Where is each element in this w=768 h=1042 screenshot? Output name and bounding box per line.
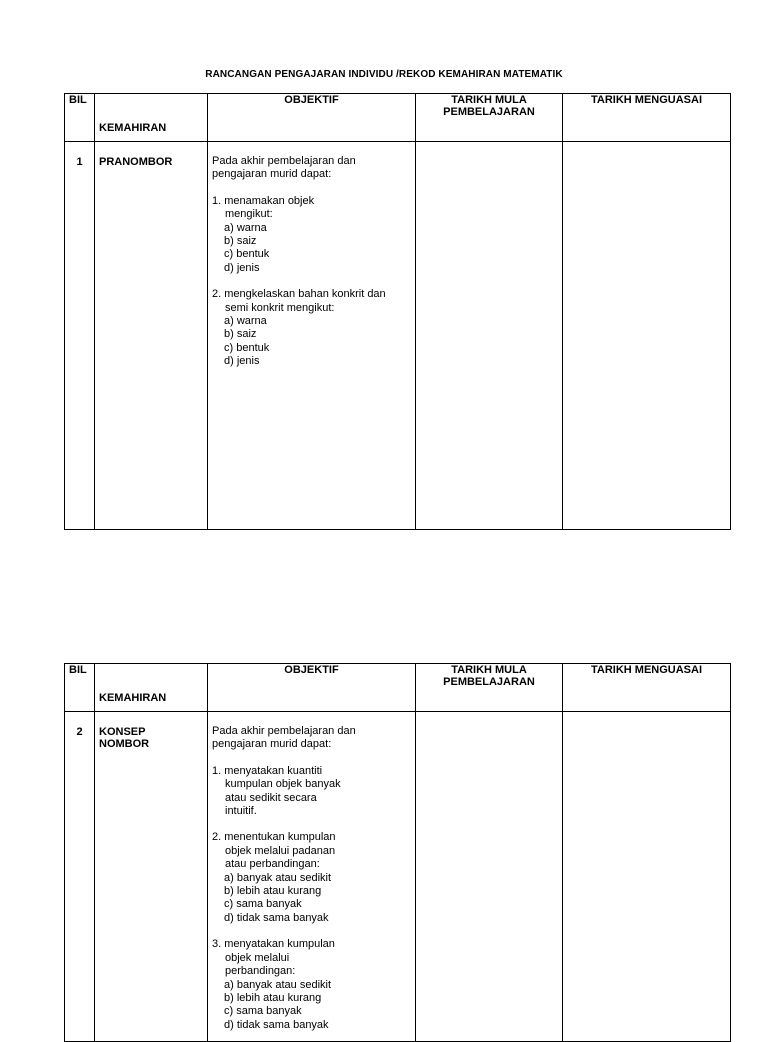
table-row <box>65 712 731 1042</box>
row-kemahiran: KONSEP NOMBOR <box>95 712 208 1042</box>
row-tarikh-mula[interactable] <box>416 142 563 530</box>
row-bil: 2 <box>65 712 95 1042</box>
header-tarikh-menguasai: TARIKH MENGUASAI <box>563 94 731 142</box>
row-tarikh-menguasai[interactable] <box>563 142 731 530</box>
row-kemahiran: PRANOMBOR <box>95 142 208 530</box>
row-objektif: Pada akhir pembelajaran dan pengajaran murid dapat: 1. menamakan objek mengikut: a) warna b) saiz c) bentuk d) jenis 2. mengkelaskan bahan konkrit dan semi konkrit mengikut: a) warna b) saiz c) bentuk d) jenis <box>208 142 416 530</box>
header-bil: BIL <box>65 664 95 712</box>
skill-table-2 <box>64 663 731 1042</box>
header-objektif: OBJEKTIF <box>208 664 416 712</box>
row-tarikh-menguasai[interactable] <box>563 712 731 1042</box>
header-kemahiran: KEMAHIRAN <box>95 664 208 712</box>
table-row <box>65 142 731 530</box>
header-bil: BIL <box>65 94 95 142</box>
row-objektif: Pada akhir pembelajaran dan pengajaran murid dapat: 1. menyatakan kuantiti kumpulan objek banyak atau sedikit secara intuitif. 2. menentukan kumpulan objek melalui padanan atau perbandingan: a) banyak atau sedikit b) lebih atau kurang c) sama banyak d) tidak sama banyak 3. menyatakan kumpulan objek melalui perbandingan: a) banyak atau sedikit b) lebih atau kurang c) sama banyak d) tidak sama banyak <box>208 712 416 1042</box>
header-objektif: OBJEKTIF <box>208 94 416 142</box>
skill-table-1 <box>64 93 731 530</box>
document-title: RANCANGAN PENGAJARAN INDIVIDU /REKOD KEMAHIRAN MATEMATIK <box>205 69 563 80</box>
header-tarikh-mula: TARIKH MULA PEMBELAJARAN <box>416 94 563 142</box>
header-tarikh-menguasai: TARIKH MENGUASAI <box>563 664 731 712</box>
row-tarikh-mula[interactable] <box>416 712 563 1042</box>
table-header-row <box>65 664 731 712</box>
row-bil: 1 <box>65 142 95 530</box>
header-tarikh-mula: TARIKH MULA PEMBELAJARAN <box>416 664 563 712</box>
header-kemahiran: KEMAHIRAN <box>95 94 208 142</box>
table-header-row <box>65 94 731 142</box>
